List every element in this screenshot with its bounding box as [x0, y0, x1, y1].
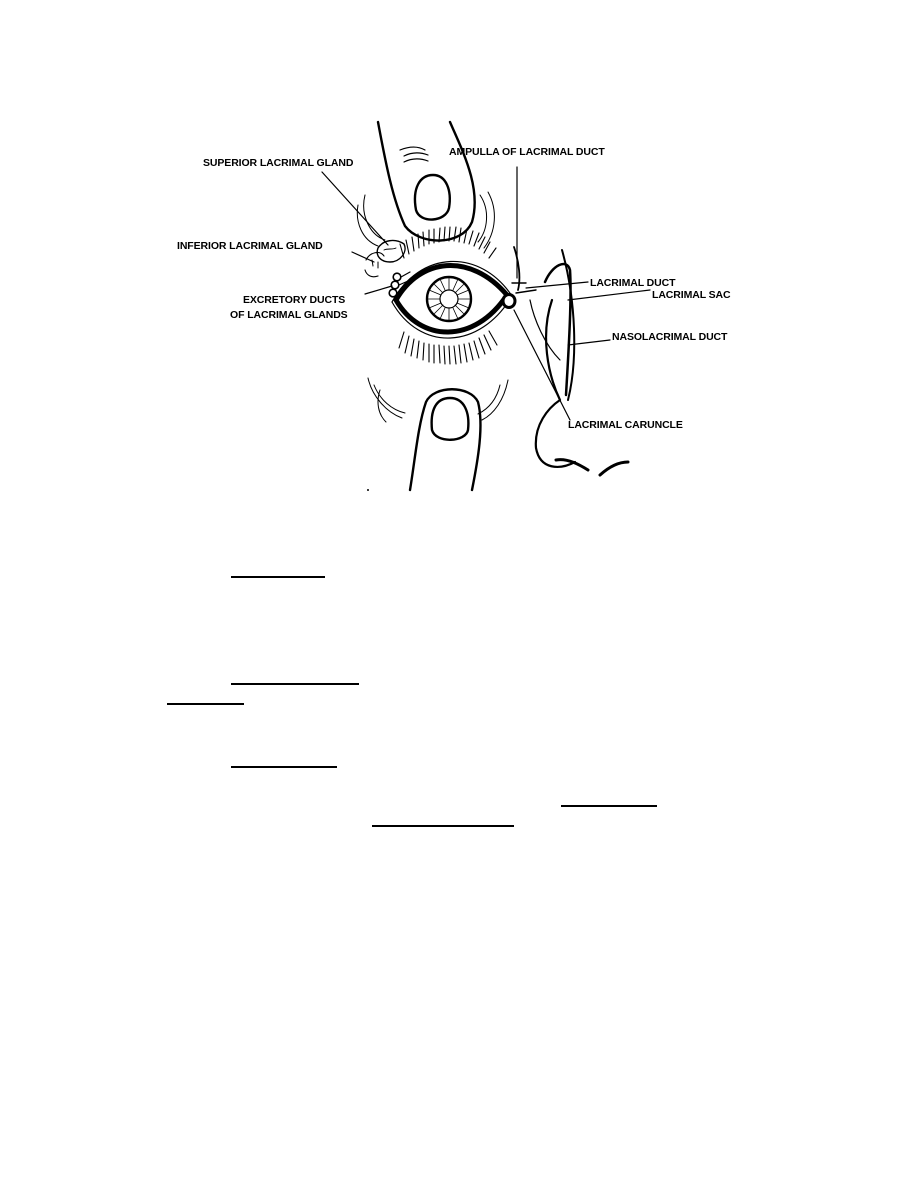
blank-line-2 — [231, 683, 359, 685]
label-inferior-lacrimal-gland: INFERIOR LACRIMAL GLAND — [177, 240, 323, 252]
lower-finger-illustration — [368, 378, 508, 490]
lacrimal-caruncle-icon — [503, 295, 515, 308]
label-lacrimal-caruncle: LACRIMAL CARUNCLE — [568, 419, 683, 431]
leader-lines — [322, 167, 650, 420]
nose-outline — [536, 300, 628, 475]
upper-eyelashes — [400, 227, 496, 258]
superior-lacrimal-gland-shape — [377, 241, 405, 262]
figure-mark — [367, 489, 369, 491]
label-lacrimal-sac: LACRIMAL SAC — [652, 289, 731, 301]
eyeball-illustration — [392, 261, 512, 338]
blank-line-4 — [231, 766, 337, 768]
label-superior-lacrimal-gland: SUPERIOR LACRIMAL GLAND — [203, 157, 354, 169]
label-lacrimal-duct: LACRIMAL DUCT — [590, 277, 676, 289]
upper-finger-illustration — [357, 122, 494, 248]
inferior-lacrimal-gland-shape — [365, 253, 384, 277]
blank-line-1 — [231, 576, 325, 578]
blank-line-3 — [167, 703, 244, 705]
label-excretory-ducts-line2: OF LACRIMAL GLANDS — [230, 309, 348, 321]
lower-eyelashes — [399, 331, 497, 364]
label-excretory-ducts-line1: EXCRETORY DUCTS — [243, 294, 346, 306]
label-nasolacrimal-duct: NASOLACRIMAL DUCT — [612, 331, 728, 343]
blank-line-5 — [561, 805, 657, 807]
iris-icon — [427, 277, 471, 321]
label-ampulla-of-lacrimal-duct: AMPULLA OF LACRIMAL DUCT — [449, 146, 605, 158]
blank-line-6 — [372, 825, 514, 827]
